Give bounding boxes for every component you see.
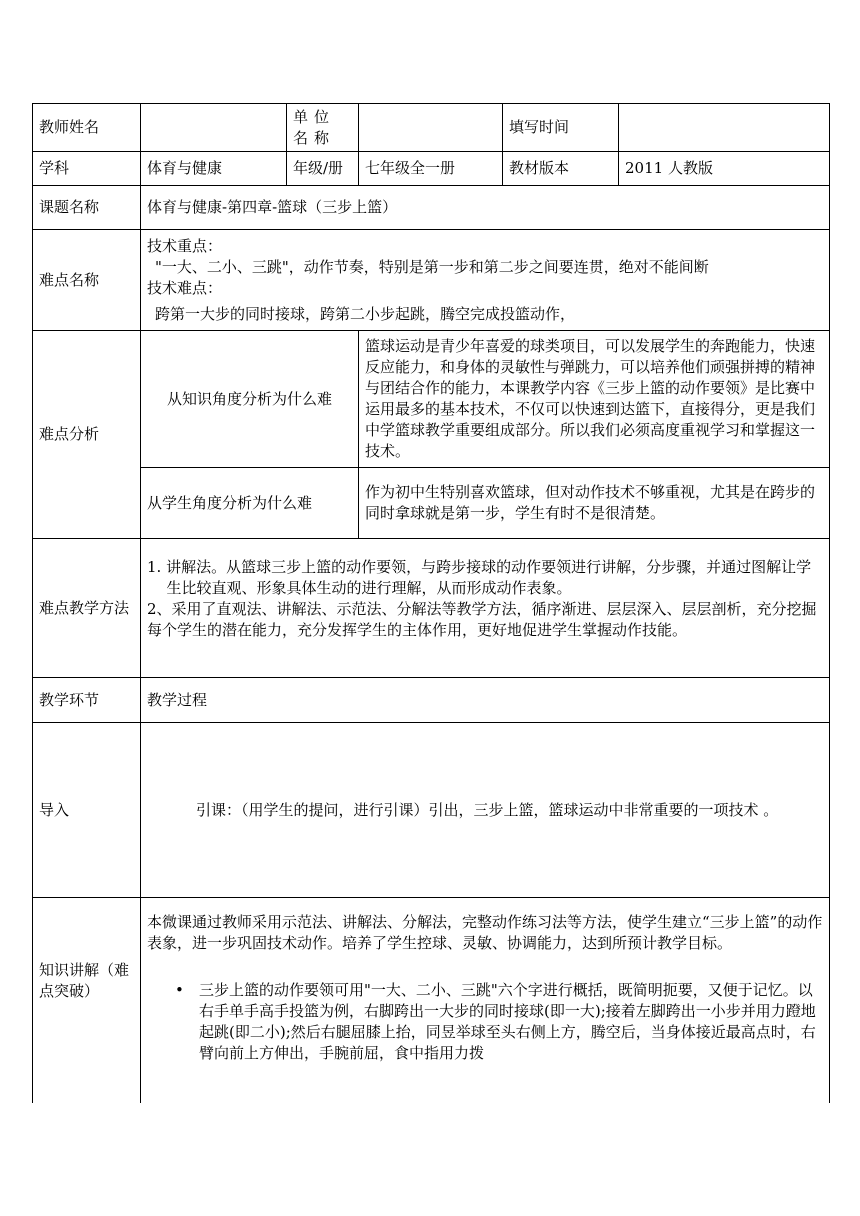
edition-label: 教材版本 [503, 152, 619, 186]
list-item [147, 980, 823, 1064]
intro-label: 导入 [33, 723, 141, 898]
unit-name-value [359, 104, 503, 152]
key-point-text: "一大、二小、三跳"，动作节奏，特别是第一步和第二步之间要连贯，绝对不能间断 [155, 257, 709, 276]
edition-value: 2011 人教版 [619, 152, 830, 186]
student-angle-label: 从学生角度分析为什么难 [141, 468, 359, 539]
difficulty-analysis-label: 难点分析 [33, 331, 141, 539]
unit-name-label: 单位名称 [287, 104, 359, 152]
subject-value: 体育与健康 [141, 152, 287, 186]
lesson-design-table [32, 103, 830, 1103]
method-item-1: 1. 讲解法。从篮球三步上篮的动作要领，与跨步接球的动作要领进行讲解，分步骤，并通过图解让学生比较直观、形象具体生动的进行理解，从而形成动作表象。 [147, 558, 812, 597]
row-knowledge [33, 898, 830, 1103]
row-difficulty-analysis-student [33, 468, 830, 539]
grade-label: 年级/册 [287, 152, 359, 186]
knowledge-paragraph: 本微课通过教师采用示范法、讲解法、分解法，完整动作练习法等方法，使学生建立“三步上篮”的动作表象，进一步巩固技术动作。培养了学生控球、灵敏、协调能力，达到所预计教学目标。 [147, 913, 823, 952]
difficulty-name-content [141, 230, 830, 331]
teaching-method-content [141, 539, 830, 678]
student-angle-text: 作为初中生特别喜欢篮球，但对动作技术不够重视，尤其是在跨步的同时拿球就是第一步，学生有时不是很清楚。 [359, 468, 830, 539]
knowledge-bullet-list [147, 980, 823, 1064]
row-topic [33, 186, 830, 230]
subject-label: 学科 [33, 152, 141, 186]
topic-label: 课题名称 [33, 186, 141, 230]
intro-text: 引课：（用学生的提问，进行引课）引出，三步上篮，篮球运动中非常重要的一项技术 。 [141, 723, 830, 898]
method-item-2: 2、采用了直观法、讲解法、示范法、分解法等教学方法，循序渐进、层层深入、层层剖析，充分挖掘每个学生的潜在能力，充分发挥学生的主体作用，更好地促进学生掌握动作技能。 [147, 600, 817, 639]
fill-date-label: 填写时间 [503, 104, 619, 152]
row-difficulty-analysis-knowledge [33, 331, 830, 468]
fill-date-value [619, 104, 830, 152]
difficulty-text: 跨第一大步的同时接球，跨第二小步起跳，腾空完成投篮动作， [155, 304, 576, 323]
knowledge-label [33, 898, 141, 1103]
difficulty-heading: 技术难点： [147, 278, 223, 297]
key-point-heading: 技术重点： [147, 236, 223, 255]
teaching-process-header: 教学过程 [141, 678, 830, 723]
topic-value: 体育与健康-第四章-篮球（三步上篮） [141, 186, 830, 230]
knowledge-content [141, 898, 830, 1103]
teacher-name-value [141, 104, 287, 152]
row-difficulty-name [33, 230, 830, 331]
knowledge-angle-text: 篮球运动是青少年喜爱的球类项目，可以发展学生的奔跑能力，快速反应能力，和身体的灵敏性与弹跳力，可以培养他们顽强拼搏的精神与团结合作的能力，本课教学内容《三步上篮的动作要领》是比赛中运用最多的基本技术，不仅可以快速到达篮下，直接得分，更是我们中学篮球教学重要组成部分。所以我们必须高度重视学习和掌握这一技术。 [359, 331, 830, 468]
row-intro [33, 723, 830, 898]
teacher-name-label: 教师姓名 [33, 104, 141, 152]
teaching-stage-label: 教学环节 [33, 678, 141, 723]
row-basic-info [33, 104, 830, 152]
knowledge-angle-label: 从知识角度分析为什么难 [141, 331, 359, 468]
knowledge-label-text: 知识讲解（难点突破） [39, 961, 130, 1000]
teaching-method-label: 难点教学方法 [33, 539, 141, 678]
bullet-text: 三步上篮的动作要领可用"一大、二小、三跳"六个字进行概括，既简明扼要，又便于记忆。以右手单手高手投篮为例，右脚跨出一大步的同时接球(即一大);接着左脚跨出一小步并用力蹬地起跳(即二小);然后右腿屈膝上抬，同昱举球至头右侧上方，腾空后，当身体接近最高点时，右臂向前上方伸出，手腕前屈，食中指用力拨 [199, 981, 816, 1062]
row-teaching-method [33, 539, 830, 678]
difficulty-name-label: 难点名称 [33, 230, 141, 331]
row-teaching-stage [33, 678, 830, 723]
grade-value: 七年级全一册 [359, 152, 503, 186]
bullet-icon: • [175, 981, 184, 999]
row-subject-info [33, 152, 830, 186]
